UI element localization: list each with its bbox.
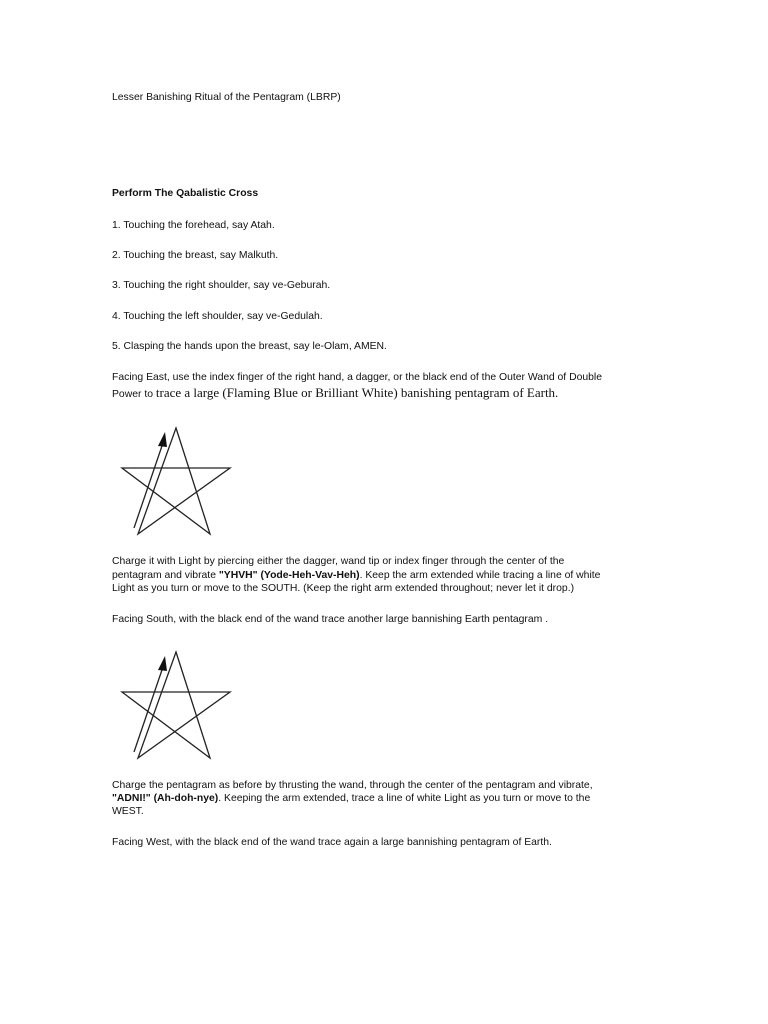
step-4: 4. Touching the left shoulder, say ve-Gedulah. bbox=[112, 311, 323, 322]
divine-name-adni: "ADNI!" (Ah-doh-nye) bbox=[112, 793, 219, 804]
east-instruction-line-2 bbox=[112, 386, 558, 401]
charge-light-line-3: Light as you turn or move to the SOUTH. (Keep the right arm extended throughout; never let it drop.) bbox=[112, 583, 575, 594]
charge-pentagram-line-3: WEST. bbox=[112, 806, 144, 817]
east-instruction-sans: Power to bbox=[112, 389, 156, 400]
step-2: 2. Touching the breast, say Malkuth. bbox=[112, 250, 279, 261]
step-3: 3. Touching the right shoulder, say ve-Geburah. bbox=[112, 280, 331, 291]
charge-pentagram-text: . Keeping the arm extended, trace a line of white Light as you turn or move to the bbox=[218, 793, 591, 804]
step-5: 5. Clasping the hands upon the breast, say le-Olam, AMEN. bbox=[112, 341, 387, 352]
east-instruction-line-1: Facing East, use the index finger of the right hand, a dagger, or the black end of the Outer Wand of Double bbox=[112, 372, 603, 383]
divine-name-yhvh: "YHVH" (Yode-Heh-Vav-Heh) bbox=[218, 570, 360, 581]
charge-light-text: pentagram and vibrate bbox=[112, 570, 219, 581]
banishing-earth-pentagram-diagram bbox=[114, 418, 234, 538]
step-1: 1. Touching the forehead, say Atah. bbox=[112, 220, 275, 231]
document-title: Lesser Banishing Ritual of the Pentagram (LBRP) bbox=[112, 92, 341, 103]
south-instruction: Facing South, with the black end of the wand trace another large bannishing Earth pentagram . bbox=[112, 614, 549, 625]
charge-pentagram-line-2 bbox=[112, 792, 590, 805]
charge-light-line-2 bbox=[112, 569, 600, 582]
east-instruction-serif: trace a large (Flaming Blue or Brilliant White) banishing pentagram of Earth. bbox=[155, 385, 559, 400]
charge-pentagram-line-1: Charge the pentagram as before by thrusting the wand, through the center of the pentagram and vibrate, bbox=[112, 780, 593, 791]
charge-light-line-1: Charge it with Light by piercing either the dagger, wand tip or index finger through the center of the bbox=[112, 556, 565, 567]
banishing-earth-pentagram-diagram-2 bbox=[114, 642, 234, 762]
section-heading: Perform The Qabalistic Cross bbox=[112, 188, 259, 199]
charge-light-text-cont: . Keep the arm extended while tracing a line of white bbox=[359, 570, 601, 581]
west-instruction: Facing West, with the black end of the wand trace again a large bannishing pentagram of Earth. bbox=[112, 837, 552, 848]
